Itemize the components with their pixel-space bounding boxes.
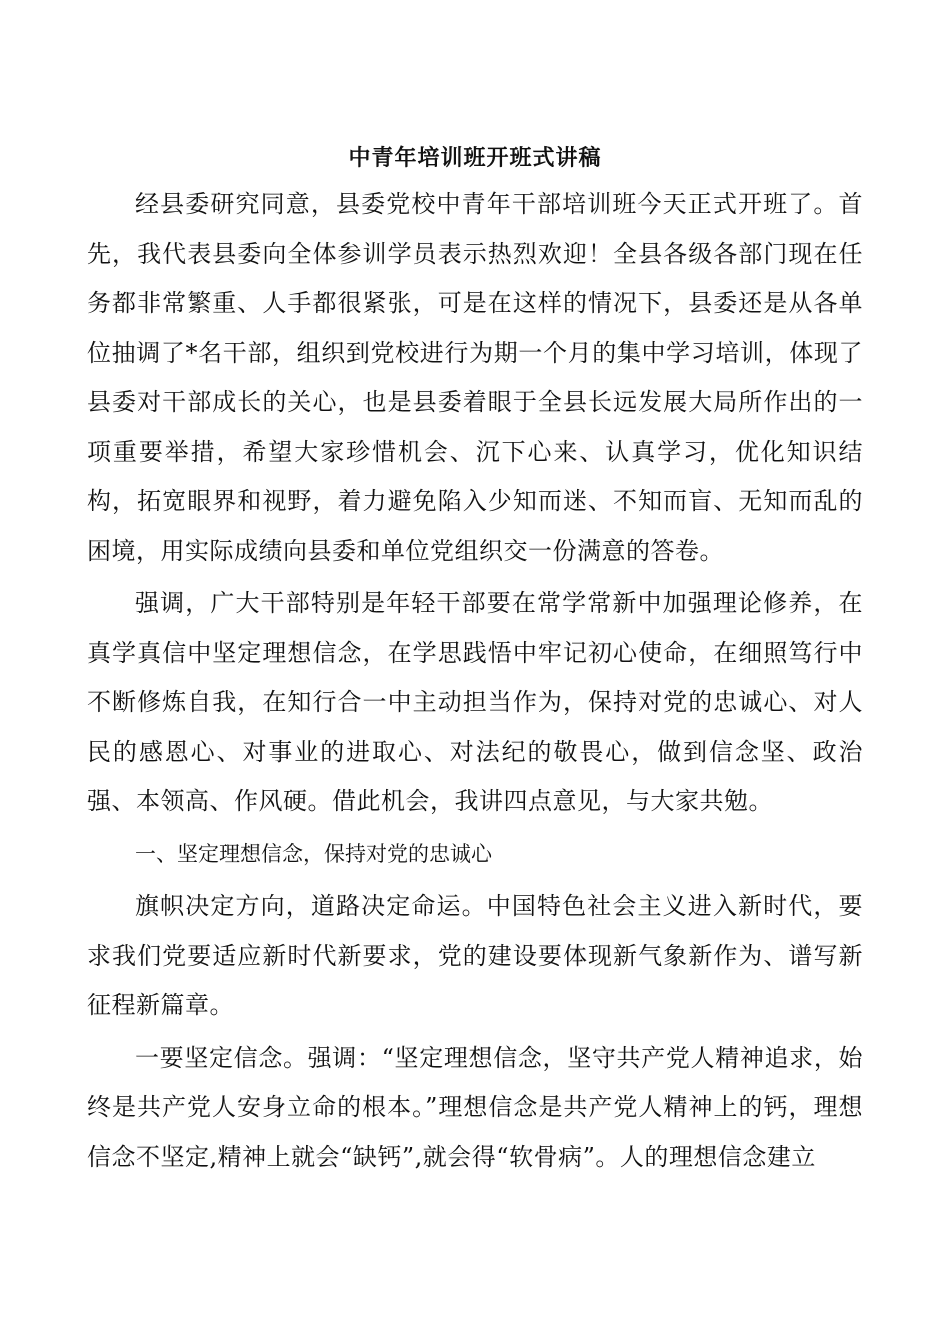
paragraph-direction: 旗帜决定方向，道路决定命运。中国特色社会主义进入新时代，要求我们党要适应新时代新要求，党的建设要体现新气象新作为、谱写新征程新篇章。	[87, 892, 863, 1019]
document-page	[87, 140, 863, 1185]
paragraph-belief: 一要坚定信念。强调：“坚定理想信念，坚守共产党人精神追求，始终是共产党人安身立命的根本。”理想信念是共产党人精神上的钙，理想信念不坚定,精神上就会“缺钙”,就会得“软骨病”。人的理想信念建立	[87, 1043, 863, 1171]
section-heading-1: 一、坚定理想信念，保持对党的忠诚心	[135, 841, 492, 866]
document-title: 中青年培训班开班式讲稿	[348, 145, 602, 171]
paragraph-opening: 经县委研究同意，县委党校中青年干部培训班今天正式开班了。首先，我代表县委向全体参训学员表示热烈欢迎！全县各级各部门现在任务都非常繁重、人手都很紧张，可是在这样的情况下，县委还是从各单位抽调了*名干部，组织到党校进行为期一个月的集中学习培训，体现了县委对干部成长的关心，也是县委着眼于全县长远发展大局所作出的一项重要举措，希望大家珍惜机会、沉下心来、认真学习，优化知识结构，拓宽眼界和视野，着力避免陷入少知而迷、不知而盲、无知而乱的困境，用实际成绩向县委和单位党组织交一份满意的答卷。	[87, 190, 863, 565]
paragraph-emphasis: 强调，广大干部特别是年轻干部要在常学常新中加强理论修养，在真学真信中坚定理想信念，在学思践悟中牢记初心使命，在细照笃行中不断修炼自我，在知行合一中主动担当作为，保持对党的忠诚心、对人民的感恩心、对事业的进取心、对法纪的敬畏心，做到信念坚、政治强、本领高、作风硬。借此机会，我讲四点意见，与大家共勉。	[87, 589, 863, 815]
